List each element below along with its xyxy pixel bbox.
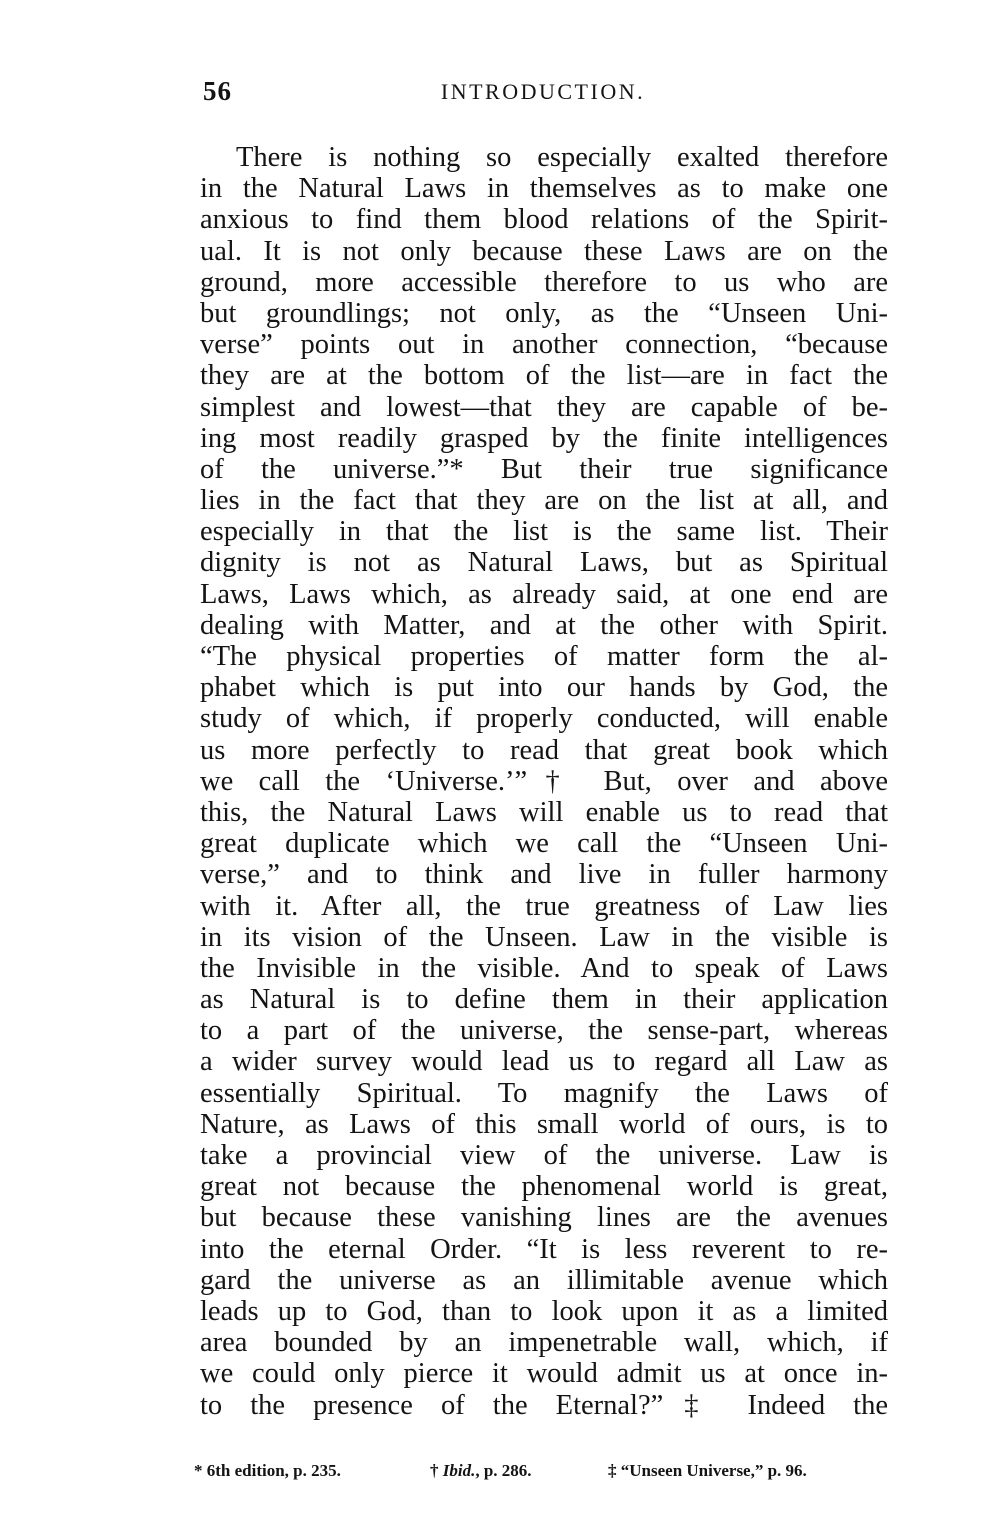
text-line: with it. After all, the true greatness of Law lies: [200, 890, 888, 922]
text-line: but because these vanishing lines are the avenues: [200, 1202, 888, 1234]
text-line: gard the universe as an illimitable avenue which: [200, 1264, 888, 1296]
text-line: Nature, as Laws of this small world of ours, is to: [200, 1108, 888, 1140]
text-line: phabet which is put into our hands by God, the: [200, 672, 888, 704]
text-line: ground, more accessible therefore to us who are: [200, 266, 888, 298]
text-line: essentially Spiritual. To magnify the Laws of: [200, 1077, 888, 1109]
text-line: There is nothing so especially exalted therefore: [236, 142, 888, 173]
text-line: the Invisible in the visible. And to speak of Laws: [200, 952, 888, 984]
text-line: to the presence of the Eternal?”‡ Indeed the: [200, 1389, 888, 1421]
text-line: verse” points out in another connection, “because: [200, 329, 888, 361]
text-line: this, the Natural Laws will enable us to read that: [200, 796, 888, 828]
text-line: us more perfectly to read that great book which: [200, 734, 888, 766]
text-line: especially in that the list is the same list. Their: [200, 516, 888, 548]
text-line: into the eternal Order. “It is less reverent to re-: [200, 1233, 888, 1265]
text-line: area bounded by an impenetrable wall, which, if: [200, 1327, 888, 1359]
footnote-2-mark: †: [430, 1461, 443, 1480]
text-line: great duplicate which we call the “Unseen Uni-: [200, 828, 888, 860]
text-line: great not because the phenomenal world is great,: [200, 1171, 888, 1203]
footnote-3: ‡ “Unseen Universe,” p. 96.: [608, 1461, 807, 1480]
running-head: [200, 76, 886, 116]
text-line: leads up to God, than to look upon it as a limited: [200, 1295, 888, 1327]
text-line: dealing with Matter, and at the other with Spirit.: [200, 609, 888, 641]
text-line: ual. It is not only because these Laws are on the: [200, 235, 888, 267]
text-line: but groundlings; not only, as the “Unseen Uni-: [200, 297, 888, 329]
text-line: in its vision of the Unseen. Law in the visible is: [200, 921, 888, 953]
footnote-2-page: , p. 286.: [475, 1461, 532, 1480]
text-line: ing most readily grasped by the finite intelligences: [200, 422, 888, 454]
text-line: take a provincial view of the universe. Law is: [200, 1140, 888, 1171]
text-line: lies in the fact that they are on the list at all, and: [200, 485, 888, 517]
text-line: as Natural is to define them in their application: [200, 984, 888, 1016]
page-number: 56: [203, 76, 232, 106]
text-line: dignity is not as Natural Laws, but as Spiritual: [200, 547, 888, 579]
text-line: anxious to find them blood relations of the Spirit-: [200, 204, 888, 236]
text-line: to a part of the universe, the sense-part, whereas: [200, 1015, 888, 1047]
text-line: we could only pierce it would admit us at once in-: [200, 1358, 888, 1390]
text-line: of the universe.”* But their true significance: [200, 453, 888, 485]
text-line: “The physical properties of matter form the al-: [200, 641, 888, 672]
running-title: INTRODUCTION.: [440, 79, 646, 104]
footnote-2-ibid: Ibid.: [442, 1461, 476, 1480]
footnote-2: [430, 1461, 532, 1481]
footnote-1: * 6th edition, p. 235.: [194, 1461, 341, 1480]
text-line: they are at the bottom of the list—are in fact the: [200, 360, 888, 392]
text-line: simplest and lowest—that they are capable of be-: [200, 391, 888, 423]
text-line: we call the ‘Universe.’”† But, over and above: [200, 765, 888, 797]
footnotes: [194, 1461, 888, 1491]
text-line: a wider survey would lead us to regard all Law as: [200, 1046, 888, 1078]
body-text: [200, 142, 888, 1421]
text-line: study of which, if properly conducted, will enable: [200, 703, 888, 735]
text-line: Laws, Laws which, as already said, at one end are: [200, 578, 888, 610]
text-line: verse,” and to think and live in fuller harmony: [200, 859, 888, 891]
text-line: in the Natural Laws in themselves as to make one: [200, 173, 888, 205]
